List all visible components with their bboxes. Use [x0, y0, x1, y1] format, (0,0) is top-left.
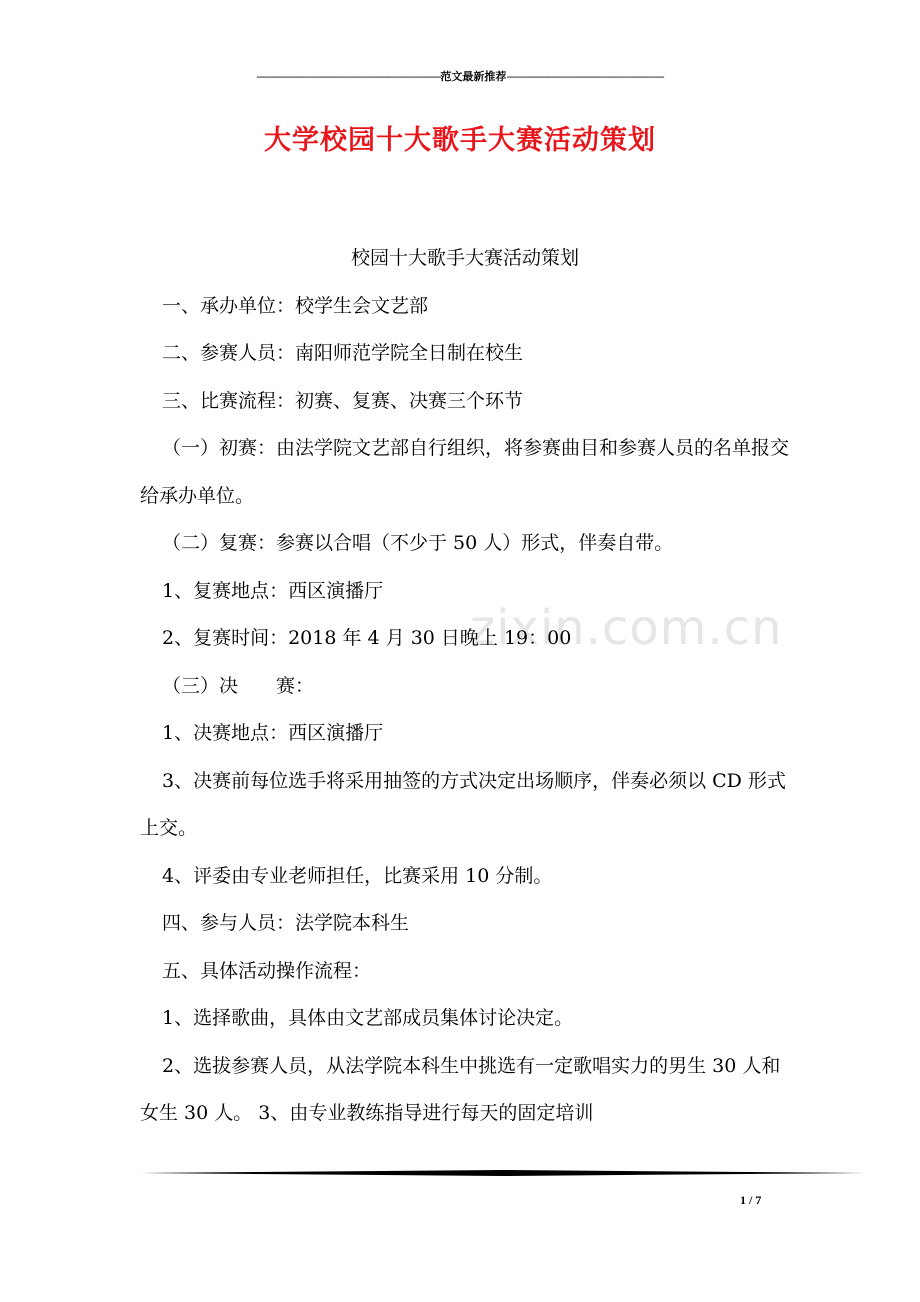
paragraph: 2、选拔参赛人员，从法学院本科生中挑选有一定歌唱实力的男生 30 人和女生 30 人。 3、由专业教练指导进行每天的固定培训 — [140, 1054, 781, 1124]
paragraph: 一、承办单位：校学生会文艺部 — [162, 294, 429, 317]
paragraph: 三、比赛流程：初赛、复赛、决赛三个环节 — [162, 389, 524, 412]
subtitle: 校园十大歌手大赛活动策划 — [350, 247, 579, 269]
page-header — [140, 68, 780, 86]
document-title: 大学校园十大歌手大赛活动策划 — [264, 125, 656, 156]
document-body — [140, 235, 790, 1138]
paragraph: 1、选择歌曲，具体由文艺部成员集体讨论决定。 — [162, 1007, 574, 1029]
header-dashes-right: ----------------------------------------------------- — [506, 70, 664, 83]
paragraph: 1、决赛地点：西区演播厅 — [162, 722, 384, 744]
paragraph: （一）初赛：由法学院文艺部自行组织，将参赛曲目和参赛人员的名单报交给承办单位。 — [140, 437, 790, 507]
footer-divider — [140, 1170, 865, 1176]
paragraph: （二）复赛：参赛以合唱（不少于 50 人）形式，伴奏自带。 — [162, 532, 674, 554]
paragraph: （三）决 赛： — [162, 674, 315, 697]
paragraph: 四、参与人员：法学院本科生 — [162, 912, 410, 934]
page-number: 1 / 7 — [740, 1193, 762, 1207]
paragraph: 4、评委由专业老师担任，比赛采用 10 分制。 — [162, 864, 553, 887]
paragraph: 1、复赛地点：西区演播厅 — [162, 579, 384, 602]
header-label: 范文最新推荐 — [440, 70, 507, 83]
paragraph: 五、具体活动操作流程： — [162, 959, 372, 982]
paragraph: 3、决赛前每位选手将采用抽签的方式决定出场顺序，伴奏必须以 CD 形式上交。 — [140, 769, 786, 839]
watermark: zixin.com.cn — [470, 600, 783, 656]
paragraph: 2、复赛时间：2018 年 4 月 30 日晚上 19：00 — [162, 627, 572, 649]
paragraph: 二、参赛人员：南阳师范学院全日制在校生 — [162, 342, 524, 364]
header-dashes-left: -------------------------------------------------------------- — [256, 70, 441, 83]
